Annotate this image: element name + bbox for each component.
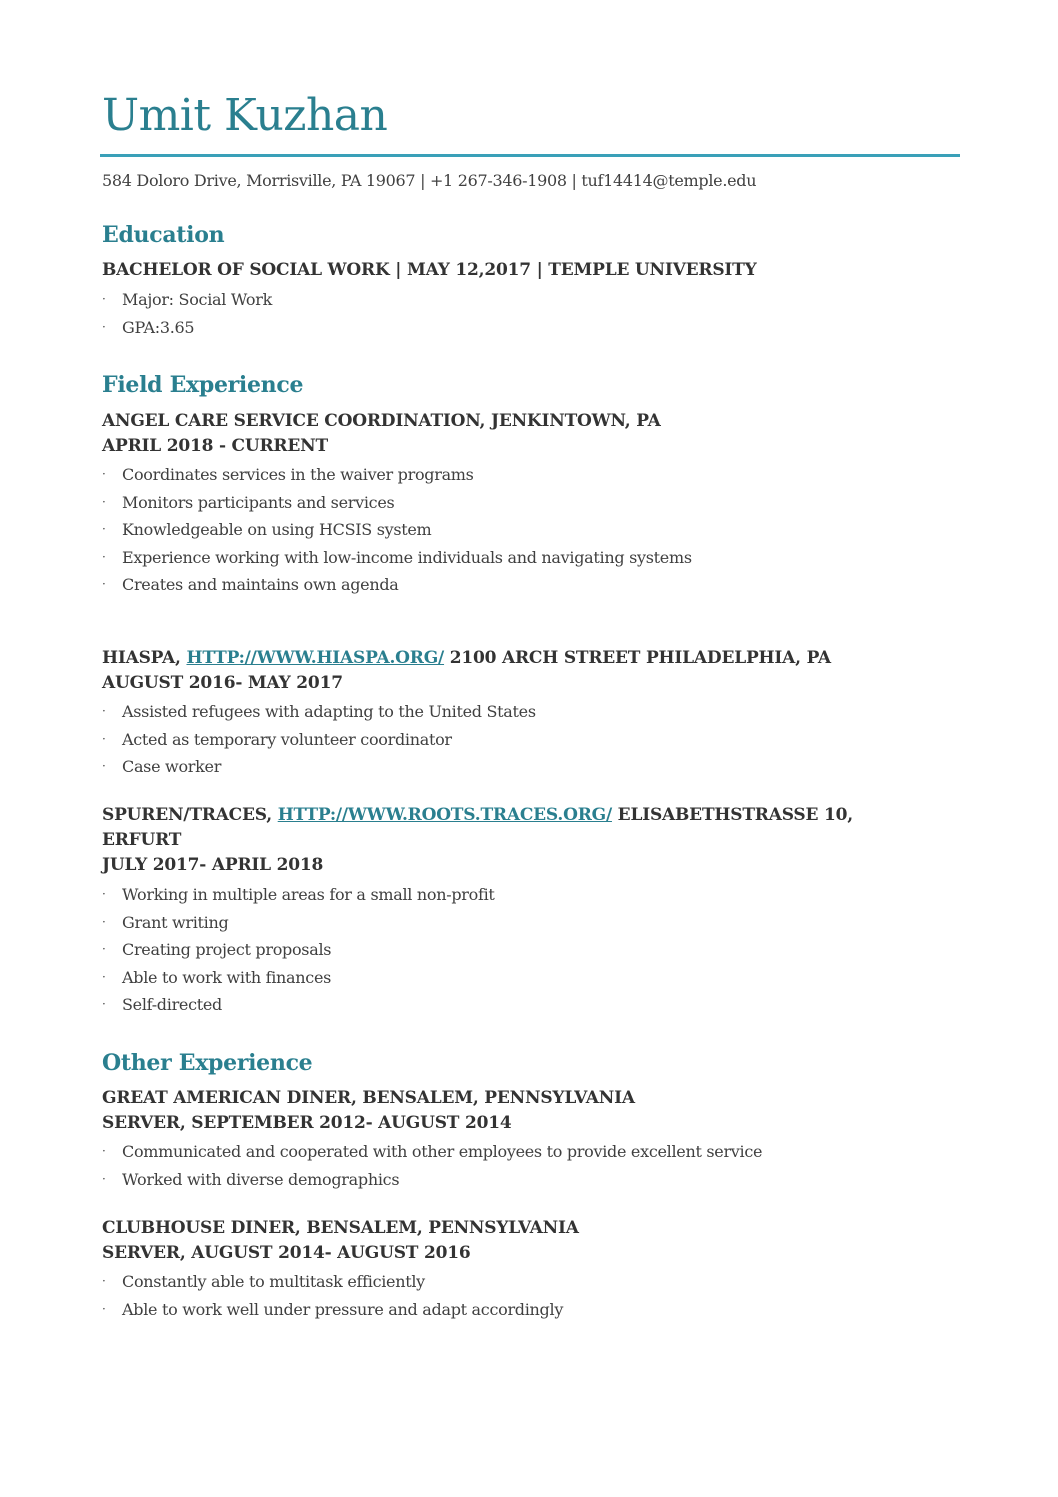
header-divider [100, 154, 960, 157]
other-entry-1-heading [102, 1086, 902, 1136]
traces-link[interactable]: HTTP://WWW.ROOTS.TRACES.ORG/ [277, 805, 612, 825]
field-entry-1-bullets [102, 461, 692, 599]
list-item: · Self-directed [102, 991, 495, 1019]
field-entry-2-bullets [102, 698, 536, 781]
bullet-icon: · [102, 522, 106, 537]
list-item: · Worked with diverse demographics [102, 1166, 762, 1194]
bullet-icon: · [102, 1301, 106, 1316]
list-item: · Able to work well under pressure and adapt accordingly [102, 1296, 563, 1324]
list-item: · GPA:3.65 [102, 314, 272, 342]
date-line: APRIL 2018 - CURRENT [102, 436, 328, 456]
employer-line: SPUREN/TRACES, HTTP://WWW.ROOTS.TRACES.ORG/ ELISABETHSTRASSE 10, ERFURT [102, 805, 853, 850]
field-experience-section-title: Field Experience [102, 372, 304, 398]
list-item: · Constantly able to multitask efficiently [102, 1268, 563, 1296]
education-bullets [102, 286, 272, 341]
employer-line: CLUBHOUSE DINER, BENSALEM, PENNSYLVANIA [102, 1218, 579, 1238]
field-entry-1-heading [102, 409, 902, 459]
field-entry-3-heading [102, 803, 892, 878]
bullet-icon: · [102, 997, 106, 1012]
other-entry-2-bullets [102, 1268, 563, 1323]
field-entry-3-bullets [102, 881, 495, 1019]
date-line: JULY 2017- APRIL 2018 [102, 855, 324, 875]
list-item: · Case worker [102, 753, 536, 781]
list-item: · Experience working with low-income individuals and navigating systems [102, 544, 692, 572]
bullet-icon: · [102, 1144, 106, 1158]
contact-info: 584 Doloro Drive, Morrisville, PA 19067 | +1 267-346-1908 | tuf14414@temple.edu [102, 171, 757, 190]
bullet-icon: · [102, 1171, 106, 1186]
applicant-name: Umit Kuzhan [102, 90, 388, 141]
hiaspa-link[interactable]: HTTP://WWW.HIASPA.ORG/ [186, 648, 445, 668]
bullet-icon: · [102, 887, 106, 901]
bullet-icon: · [102, 549, 106, 564]
list-item: · Communicated and cooperated with other employees to provide excellent service [102, 1138, 762, 1166]
list-item: · Working in multiple areas for a small non-profit [102, 881, 495, 909]
bullet-icon: · [102, 467, 106, 481]
employer-line: ANGEL CARE SERVICE COORDINATION, JENKINTOWN, PA [102, 411, 661, 431]
list-item: · Acted as temporary volunteer coordinator [102, 726, 536, 754]
education-entry-heading: BACHELOR OF SOCIAL WORK | MAY 12,2017 | TEMPLE UNIVERSITY [102, 260, 757, 280]
employer-line: GREAT AMERICAN DINER, BENSALEM, PENNSYLVANIA [102, 1088, 635, 1108]
bullet-icon: · [102, 292, 106, 306]
list-item: · Grant writing [102, 909, 495, 937]
bullet-icon: · [102, 914, 106, 929]
date-line: SERVER, SEPTEMBER 2012- AUGUST 2014 [102, 1113, 512, 1133]
bullet-icon: · [102, 759, 106, 774]
bullet-icon: · [102, 704, 106, 718]
bullet-icon: · [102, 577, 106, 592]
list-item: · Major: Social Work [102, 286, 272, 314]
list-item: · Monitors participants and services [102, 489, 692, 517]
bullet-icon: · [102, 942, 106, 957]
field-entry-2-heading [102, 646, 902, 696]
list-item: · Knowledgeable on using HCSIS system [102, 516, 692, 544]
other-entry-2-heading [102, 1216, 902, 1266]
bullet-icon: · [102, 319, 106, 334]
list-item: · Assisted refugees with adapting to the United States [102, 698, 536, 726]
employer-line: HIASPA, HTTP://WWW.HIASPA.ORG/ 2100 ARCH STREET PHILADELPHIA, PA [102, 648, 831, 668]
other-entry-1-bullets [102, 1138, 762, 1193]
list-item: · Coordinates services in the waiver programs [102, 461, 692, 489]
education-section-title: Education [102, 222, 225, 248]
other-experience-section-title: Other Experience [102, 1050, 313, 1076]
date-line: AUGUST 2016- MAY 2017 [102, 673, 343, 693]
bullet-icon: · [102, 1274, 106, 1288]
list-item: · Creates and maintains own agenda [102, 571, 692, 599]
list-item: · Creating project proposals [102, 936, 495, 964]
date-line: SERVER, AUGUST 2014- AUGUST 2016 [102, 1243, 471, 1263]
bullet-icon: · [102, 494, 106, 509]
bullet-icon: · [102, 731, 106, 746]
list-item: · Able to work with finances [102, 964, 495, 992]
bullet-icon: · [102, 969, 106, 984]
